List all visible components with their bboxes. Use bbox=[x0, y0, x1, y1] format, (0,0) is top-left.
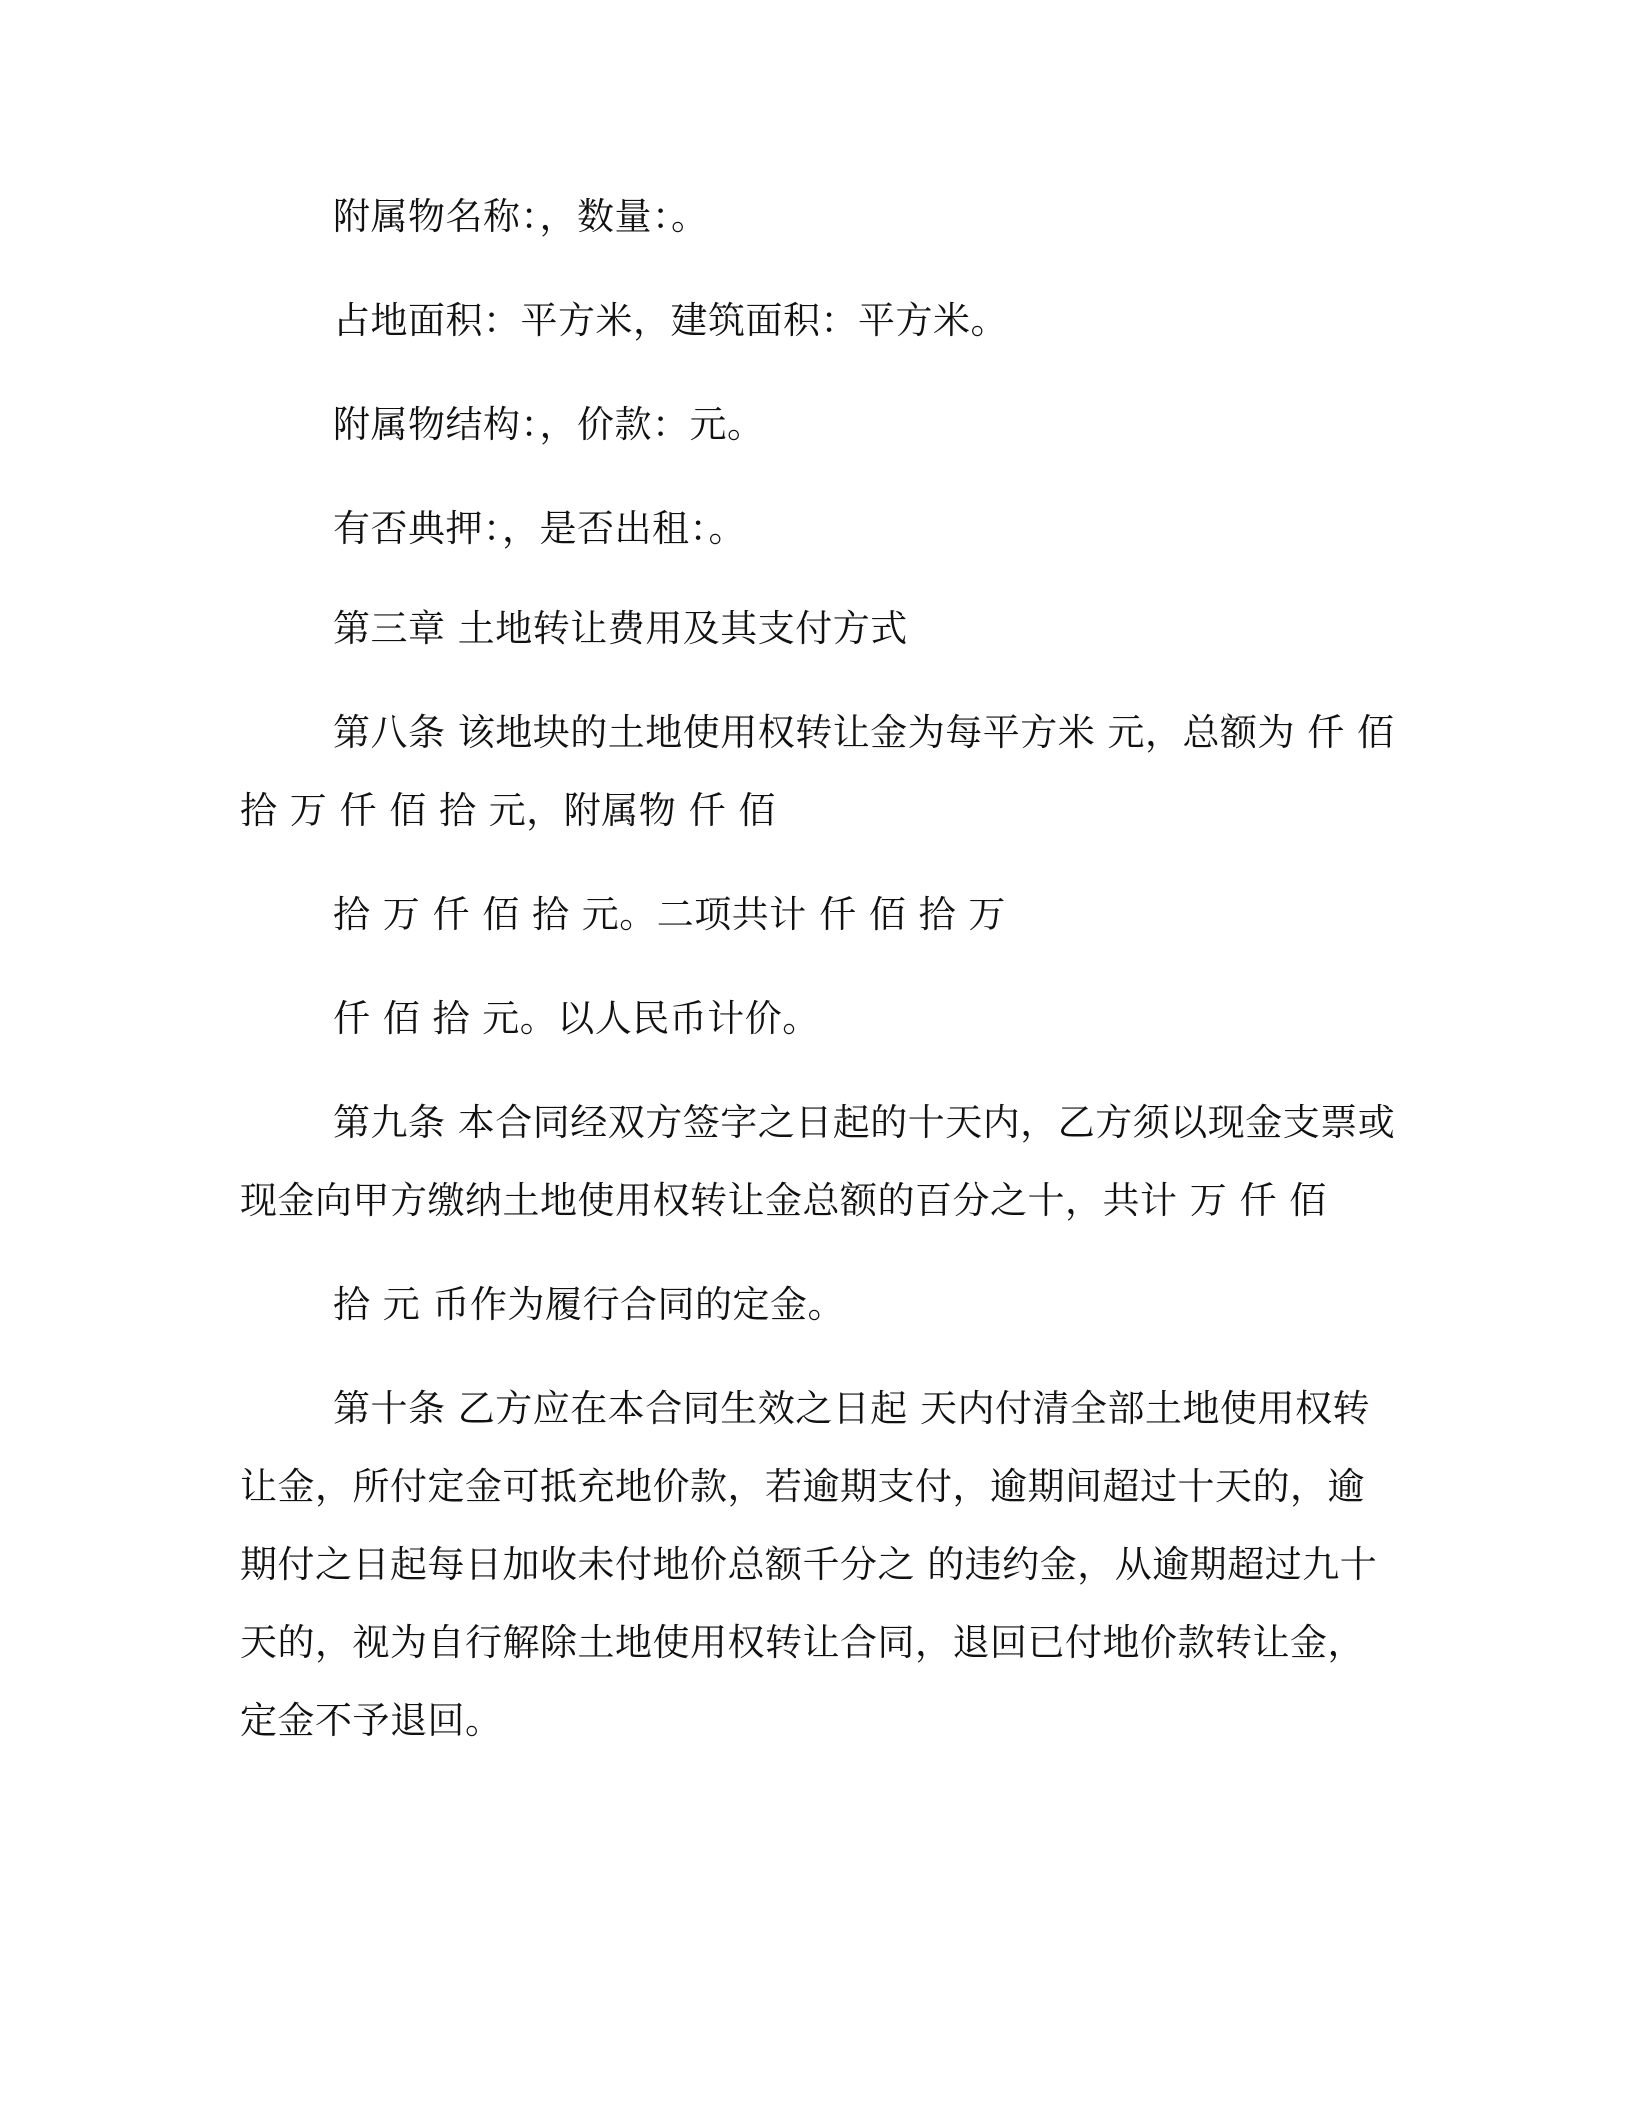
mortgage-rental-line: 有否典押：，是否出租：。 bbox=[333, 507, 746, 550]
article-10-line-2: 让金，所付定金可抵充地价款，若逾期支付，逾期间超过十天的，逾 bbox=[240, 1465, 1365, 1508]
article-10-line-3: 期付之日起每日加收未付地价总额千分之 的违约金，从逾期超过九十 bbox=[240, 1543, 1378, 1586]
article-8-line-2: 拾 万 仟 佰 拾 元，附属物 仟 佰 bbox=[240, 789, 776, 832]
article-8-line-3: 拾 万 仟 佰 拾 元。二项共计 仟 佰 拾 万 bbox=[333, 893, 1006, 936]
article-8-line-1: 第八条 该地块的土地使用权转让金为每平方米 元，总额为 仟 佰 bbox=[333, 711, 1395, 754]
article-10-line-1: 第十条 乙方应在本合同生效之日起 天内付清全部土地使用权转 bbox=[333, 1387, 1371, 1430]
attachment-structure-line: 附属物结构：，价款：元。 bbox=[333, 403, 765, 446]
article-10-line-4: 天的，视为自行解除土地使用权转让合同，退回已付地价款转让金， bbox=[240, 1621, 1365, 1664]
article-10-line-5: 定金不予退回。 bbox=[240, 1699, 503, 1742]
area-line: 占地面积：平方米，建筑面积：平方米。 bbox=[333, 299, 1008, 342]
article-9-line-2: 现金向甲方缴纳土地使用权转让金总额的百分之十，共计 万 仟 佰 bbox=[240, 1179, 1327, 1222]
article-9-line-3: 拾 元 币作为履行合同的定金。 bbox=[333, 1283, 846, 1326]
chapter-heading: 第三章 土地转让费用及其支付方式 bbox=[333, 607, 908, 650]
article-9-line-1: 第九条 本合同经双方签字之日起的十天内，乙方须以现金支票或 bbox=[333, 1101, 1396, 1144]
article-8-line-4: 仟 佰 拾 元。以人民币计价。 bbox=[333, 997, 820, 1040]
attachment-name-line: 附属物名称：，数量：。 bbox=[333, 195, 709, 238]
